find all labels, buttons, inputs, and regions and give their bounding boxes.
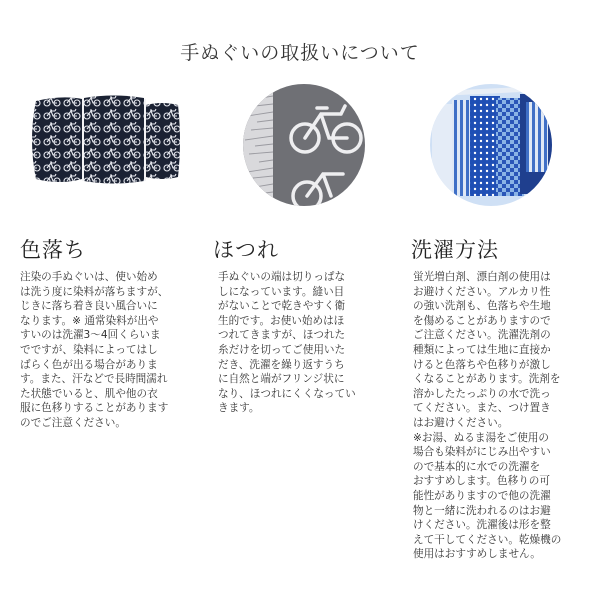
body-line: に自然と端がフリンジ状に	[218, 373, 345, 386]
drying-towels-illustration	[430, 84, 552, 206]
body-line: 糸だけを切ってご使用いた	[218, 343, 346, 356]
drying-towels-image	[430, 84, 552, 206]
body-line: た状態でいると、肌や他の衣	[20, 387, 158, 400]
body-line: は洗う度に染料が落ちますが、	[20, 285, 169, 298]
body-line: でですが、染料によってはし	[20, 343, 158, 356]
body-line: を傷めることがありますので	[413, 314, 551, 327]
body-line: だき、洗濯を繰り返すうち	[218, 358, 345, 371]
body-line: 手ぬぐいの端は切りっぱな	[218, 271, 346, 283]
section-heading-color-fading: 色落ち	[20, 238, 86, 262]
body-line: がないことで乾きやすく衛	[218, 300, 346, 313]
section-body-fraying	[218, 270, 388, 416]
body-line: はお避けください。	[413, 416, 509, 429]
bicycle-towels-image	[22, 95, 184, 185]
body-line: てください。また、つけ置き	[413, 402, 551, 415]
body-line: つれてきますが、ほつれた	[218, 329, 346, 342]
body-line: ので基本的に水での洗濯を	[413, 460, 541, 473]
body-line: お避けください。アルカリ性	[413, 285, 551, 298]
body-line: 使用はおすすめしません。	[413, 548, 541, 561]
body-line: しになっています。縫い目	[218, 285, 345, 298]
body-line: なります。※ 通常染料が出や	[20, 314, 159, 327]
body-line: 物と一緒に洗われるのはお避	[413, 504, 551, 517]
page-title: 手ぬぐいの取扱いについて	[180, 42, 420, 64]
body-line: 能性がありますので他の洗濯	[413, 489, 551, 502]
body-line: 服に色移りすることがあります	[20, 402, 169, 415]
body-line: の強い洗剤も、色落ちや生地	[413, 300, 551, 313]
section-heading-washing: 洗濯方法	[411, 238, 499, 262]
body-line: ばらく色が出る場合がありま	[20, 358, 158, 371]
body-line: 溶かしたたっぷりの水で洗っ	[413, 387, 551, 400]
body-line: おすすめします。色移りの可	[413, 475, 550, 488]
section-heading-fraying: ほつれ	[213, 238, 279, 262]
section-body-washing	[413, 270, 593, 562]
body-line: 場合も染料がにじみ出やすい	[413, 446, 551, 459]
body-line: けください。洗濯後は形を整	[413, 519, 551, 532]
body-line: のでご注意ください。	[20, 416, 126, 429]
body-line: 生的です。お使い始めはほ	[218, 314, 345, 327]
body-line: すいのは洗濯3〜4回くらいま	[20, 329, 161, 342]
body-line: けると色落ちや色移りが激し	[413, 358, 551, 371]
body-line: 蛍光増白剤、漂白剤の使用は	[413, 271, 551, 283]
body-line: きます。	[218, 402, 260, 415]
body-line: 注染の手ぬぐいは、使い始め	[20, 271, 158, 283]
body-line: くなることがあります。洗剤を	[413, 373, 561, 386]
body-line: ご注意ください。洗濯洗剤の	[413, 329, 551, 342]
body-line: ※お湯、ぬるま湯をご使用の	[413, 431, 550, 444]
body-line: えて干してください。乾燥機の	[413, 533, 562, 546]
body-line: じきに落ち着き良い風合いに	[20, 300, 158, 313]
section-body-color-fading	[20, 270, 200, 431]
body-line: なり、ほつれにくくなってい	[218, 387, 356, 400]
frayed-edge-image	[243, 84, 365, 206]
frayed-edge-illustration	[243, 84, 365, 206]
bicycle-towels-illustration	[22, 95, 184, 185]
body-line: す。また、汗などで長時間濡れ	[20, 373, 168, 386]
body-line: 種類によっては生地に直接か	[413, 343, 551, 356]
